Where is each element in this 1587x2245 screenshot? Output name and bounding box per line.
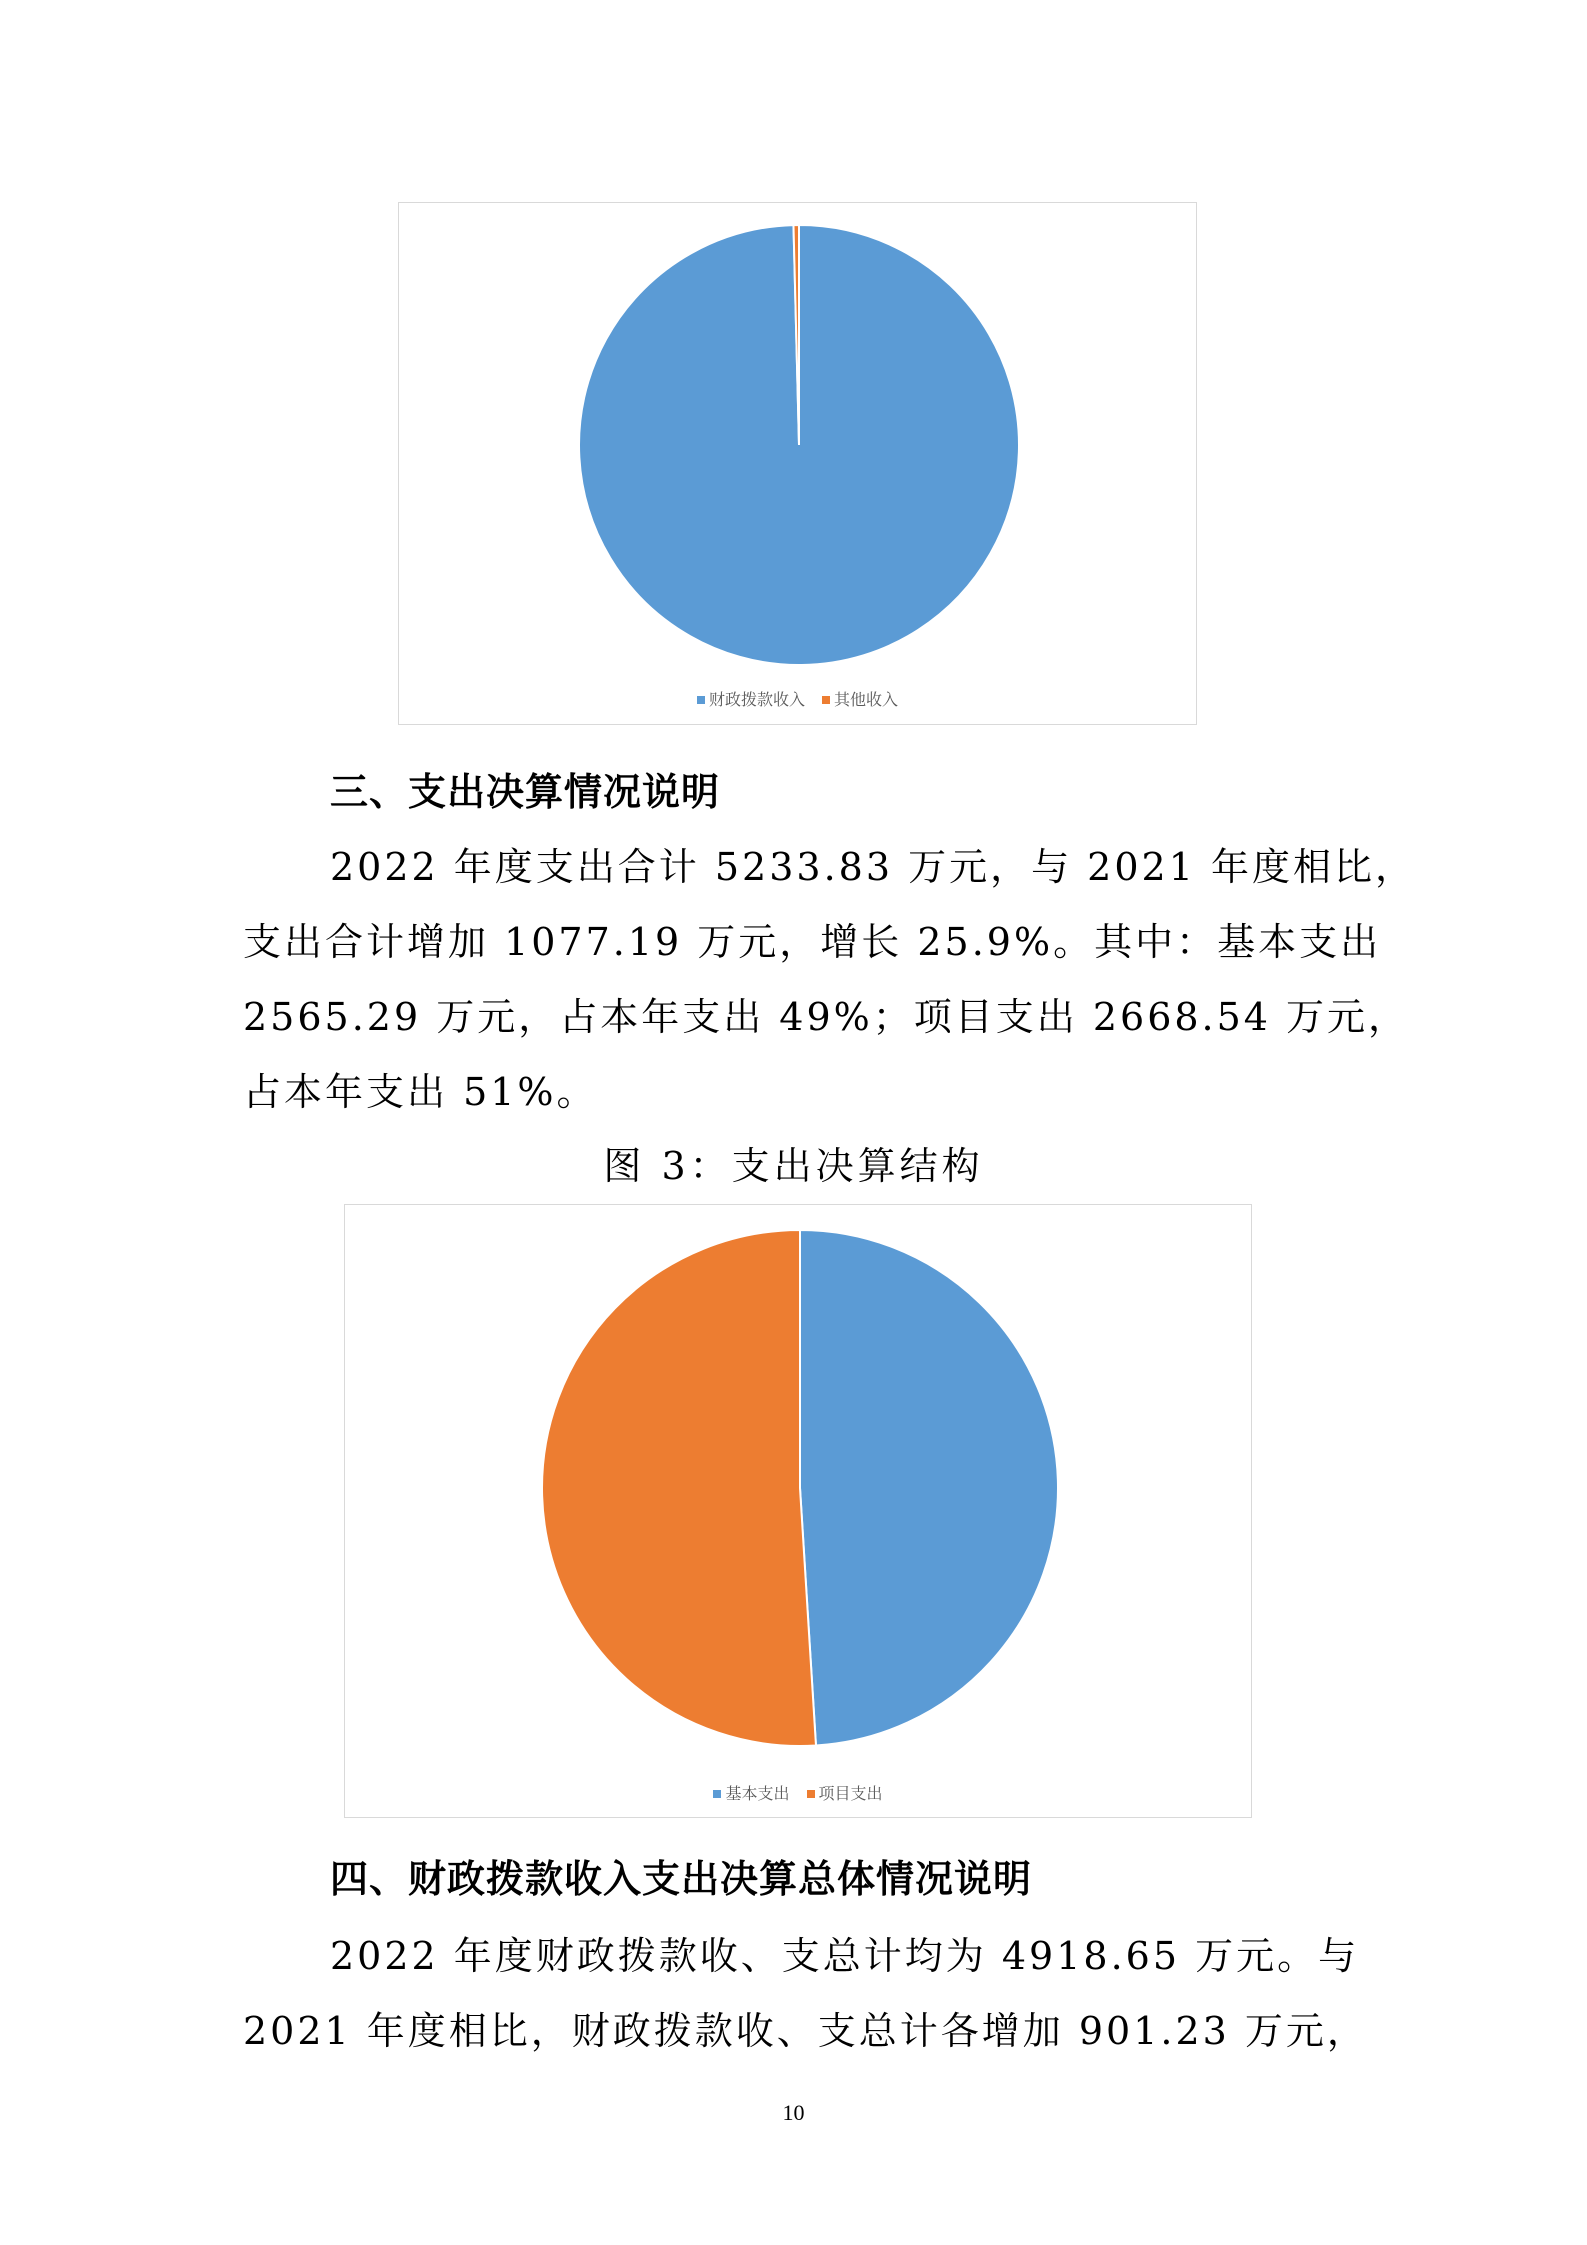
legend-item-other-income — [822, 687, 898, 710]
legend-swatch-fiscal-income — [697, 696, 705, 704]
page-number: 10 — [782, 2100, 805, 2125]
section-3-line-3: 2565.29 万元，占本年支出 49%；项目支出 2668.54 万元， — [243, 995, 1410, 1039]
income-pie-svg — [399, 203, 1198, 673]
section-3-line-2: 支出合计增加 1077.19 万元，增长 25.9%。其中：基本支出 — [243, 920, 1382, 964]
section-4-heading: 四、财政拨款收入支出决算总体情况说明 — [330, 1857, 1033, 1901]
section-4-line-1: 2022 年度财政拨款收、支总计均为 4918.65 万元。与 — [330, 1934, 1360, 1978]
figure-3-caption: 图 3：支出决算结构 — [603, 1144, 984, 1188]
section-4-line-2: 2021 年度相比，财政拨款收、支总计各增加 901.23 万元， — [243, 2009, 1368, 2053]
legend-item-fiscal-income — [697, 687, 805, 710]
legend-label-fiscal-income: 财政拨款收入 — [708, 690, 805, 709]
pie-slice-basic-expenditure — [800, 1230, 1058, 1746]
income-pie-legend — [399, 687, 1196, 710]
expenditure-pie-chart — [344, 1204, 1252, 1818]
pie-slice-project-expenditure — [542, 1230, 816, 1746]
legend-item-project-expenditure — [807, 1781, 883, 1804]
legend-label-project-expenditure: 项目支出 — [818, 1784, 883, 1803]
income-pie-chart — [398, 202, 1197, 725]
legend-swatch-basic-expenditure — [713, 1790, 721, 1798]
legend-swatch-project-expenditure — [807, 1790, 815, 1798]
section-3-heading: 三、支出决算情况说明 — [330, 770, 721, 814]
expenditure-pie-legend — [345, 1781, 1251, 1804]
legend-item-basic-expenditure — [713, 1781, 789, 1804]
legend-swatch-other-income — [822, 696, 830, 704]
section-3-line-1: 2022 年度支出合计 5233.83 万元，与 2021 年度相比， — [330, 845, 1416, 889]
section-3-line-4: 占本年支出 51%。 — [243, 1070, 598, 1114]
expenditure-pie-svg — [345, 1205, 1253, 1765]
legend-label-basic-expenditure: 基本支出 — [725, 1784, 790, 1803]
legend-label-other-income: 其他收入 — [834, 690, 899, 709]
